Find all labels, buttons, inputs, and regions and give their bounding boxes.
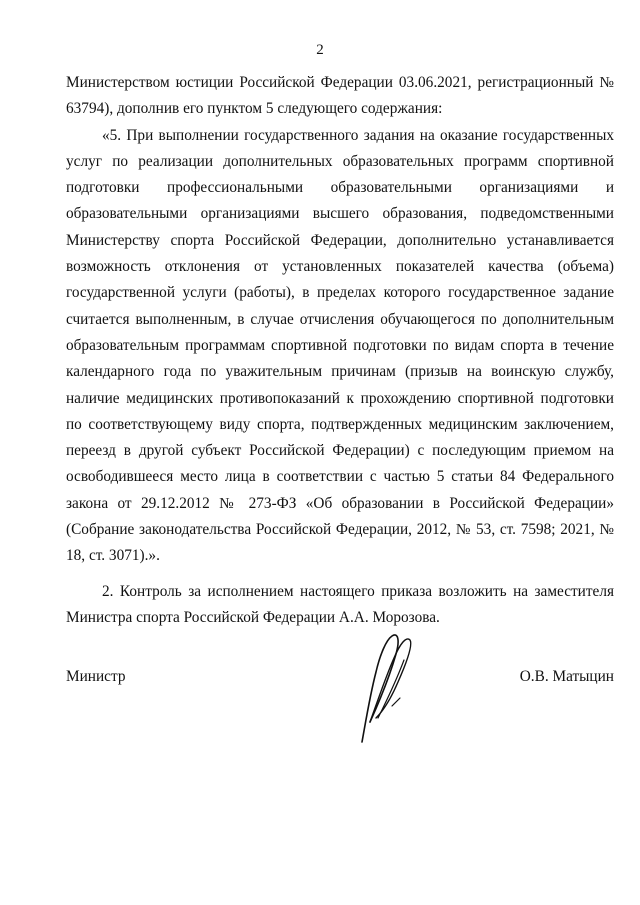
- signatory-name: О.В. Матыцин: [519, 668, 614, 685]
- clause-5-paragraph: «5. При выполнении государственного задания на оказание государственных услуг по реализации дополнительных образовательных программ спортивной подготовки профессиональными образовательными организациями и образовательными организациями высшего образования, подведомственными Министерству спорта Российской Федерации, дополнительно устанавливается возможность отклонения от установленных показателей качества (объема) государственной услуги (работы), в пределах которого государственное задание считается выполненным, в случае отчисления обучающегося по дополнительным образовательным программам спортивной подготовки по видам спорта в течение календарного года по уважительным причинам (призыв на воинскую службу, наличие медицинских противопоказаний к прохождению спортивной подготовки по соответствующему виду спорта, подтвержденных медицинским заключением, переезд в другой субъект Российской Федерации) с последующим приемом на освободившееся место лица в соответствии с частью 5 статьи 84 Федерального закона от 29.12.2012 № 273-ФЗ «Об образовании в Российской Федерации» (Собрание законодательства Российской Федерации, 2012, № 53, ст. 7598; 2021, № 18, ст. 3071).».: [66, 126, 614, 565]
- intro-paragraph: Министерством юстиции Российской Федерации 03.06.2021, регистрационный № 63794), дополнив его пунктом 5 следующего содержания:: [66, 74, 614, 118]
- page-number: 2: [316, 42, 324, 58]
- handwritten-signature: [340, 630, 430, 745]
- item-2-paragraph: 2. Контроль за исполнением настоящего приказа возложить на заместителя Министра спорта Российской Федерации А.А. Морозова.: [66, 582, 614, 626]
- document-body: [66, 70, 614, 631]
- signatory-role: Министр: [66, 668, 126, 685]
